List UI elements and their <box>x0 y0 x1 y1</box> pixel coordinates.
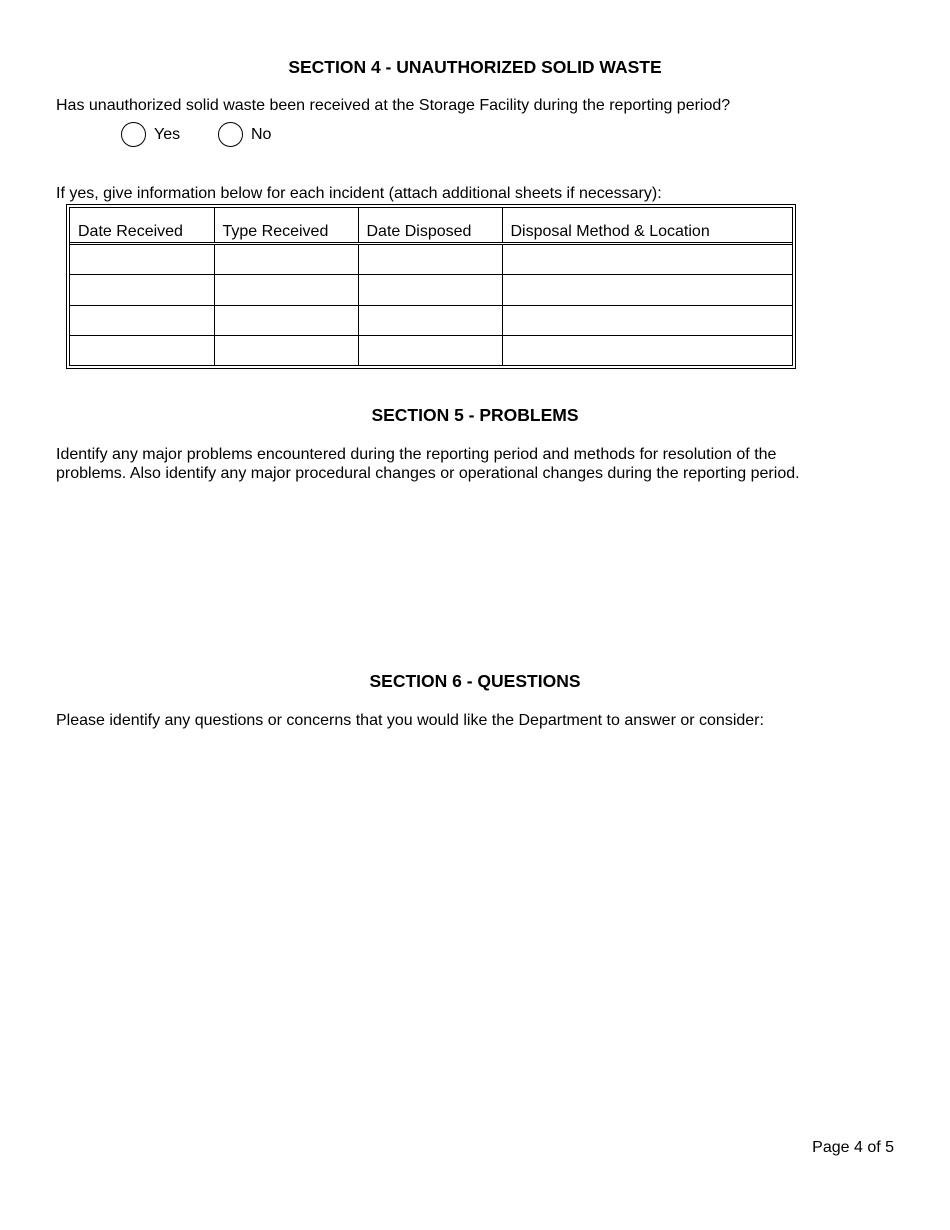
date-disposed-cell[interactable] <box>358 305 502 335</box>
column-header-date-disposed: Date Disposed <box>358 208 502 244</box>
column-header-date-received: Date Received <box>70 208 214 244</box>
disposal-method-cell[interactable] <box>502 275 792 305</box>
incident-table <box>66 204 796 369</box>
page-number: Page 4 of 5 <box>812 1139 894 1156</box>
yes-radio-button[interactable] <box>121 122 146 147</box>
problems-instructions-line-2: problems. Also identify any major procedural changes or operational changes during the reporting period. <box>56 465 800 482</box>
column-header-type-received: Type Received <box>214 208 358 244</box>
date-disposed-cell[interactable] <box>358 335 502 365</box>
date-disposed-cell[interactable] <box>358 244 502 275</box>
section-4-heading: SECTION 4 - UNAUTHORIZED SOLID WASTE <box>288 57 662 77</box>
incident-grid <box>70 208 792 365</box>
type-received-cell[interactable] <box>214 305 358 335</box>
yes-label: Yes <box>154 125 181 143</box>
column-header-disposal-method-location: Disposal Method & Location <box>502 208 792 244</box>
date-received-cell[interactable] <box>70 275 214 305</box>
questions-instructions: Please identify any questions or concerns that you would like the Department to answer or consider: <box>56 712 764 729</box>
no-label: No <box>251 125 272 143</box>
problems-instructions-line-1: Identify any major problems encountered during the reporting period and methods for resolution of the <box>56 446 777 463</box>
type-received-cell[interactable] <box>214 275 358 305</box>
disposal-method-cell[interactable] <box>502 335 792 365</box>
yes-option[interactable] <box>121 120 180 148</box>
disposal-method-cell[interactable] <box>502 244 792 275</box>
no-option[interactable] <box>218 120 271 148</box>
problems-response-area[interactable] <box>56 490 894 650</box>
table-header-row <box>70 208 792 244</box>
table-row <box>70 244 792 275</box>
date-received-cell[interactable] <box>70 305 214 335</box>
date-received-cell[interactable] <box>70 244 214 275</box>
unauthorized-waste-question: Has unauthorized solid waste been received at the Storage Facility during the reporting period? <box>56 97 731 114</box>
section-5-heading: SECTION 5 - PROBLEMS <box>371 405 579 425</box>
table-row <box>70 275 792 305</box>
incident-instructions: If yes, give information below for each incident (attach additional sheets if necessary): <box>56 185 662 202</box>
problems-instructions <box>56 445 916 483</box>
type-received-cell[interactable] <box>214 335 358 365</box>
date-disposed-cell[interactable] <box>358 275 502 305</box>
table-row <box>70 335 792 365</box>
incident-table-frame <box>69 207 793 366</box>
section-6-heading: SECTION 6 - QUESTIONS <box>369 671 581 691</box>
date-received-cell[interactable] <box>70 335 214 365</box>
table-row <box>70 305 792 335</box>
disposal-method-cell[interactable] <box>502 305 792 335</box>
no-radio-button[interactable] <box>218 122 243 147</box>
questions-response-area[interactable] <box>56 740 894 1120</box>
type-received-cell[interactable] <box>214 244 358 275</box>
